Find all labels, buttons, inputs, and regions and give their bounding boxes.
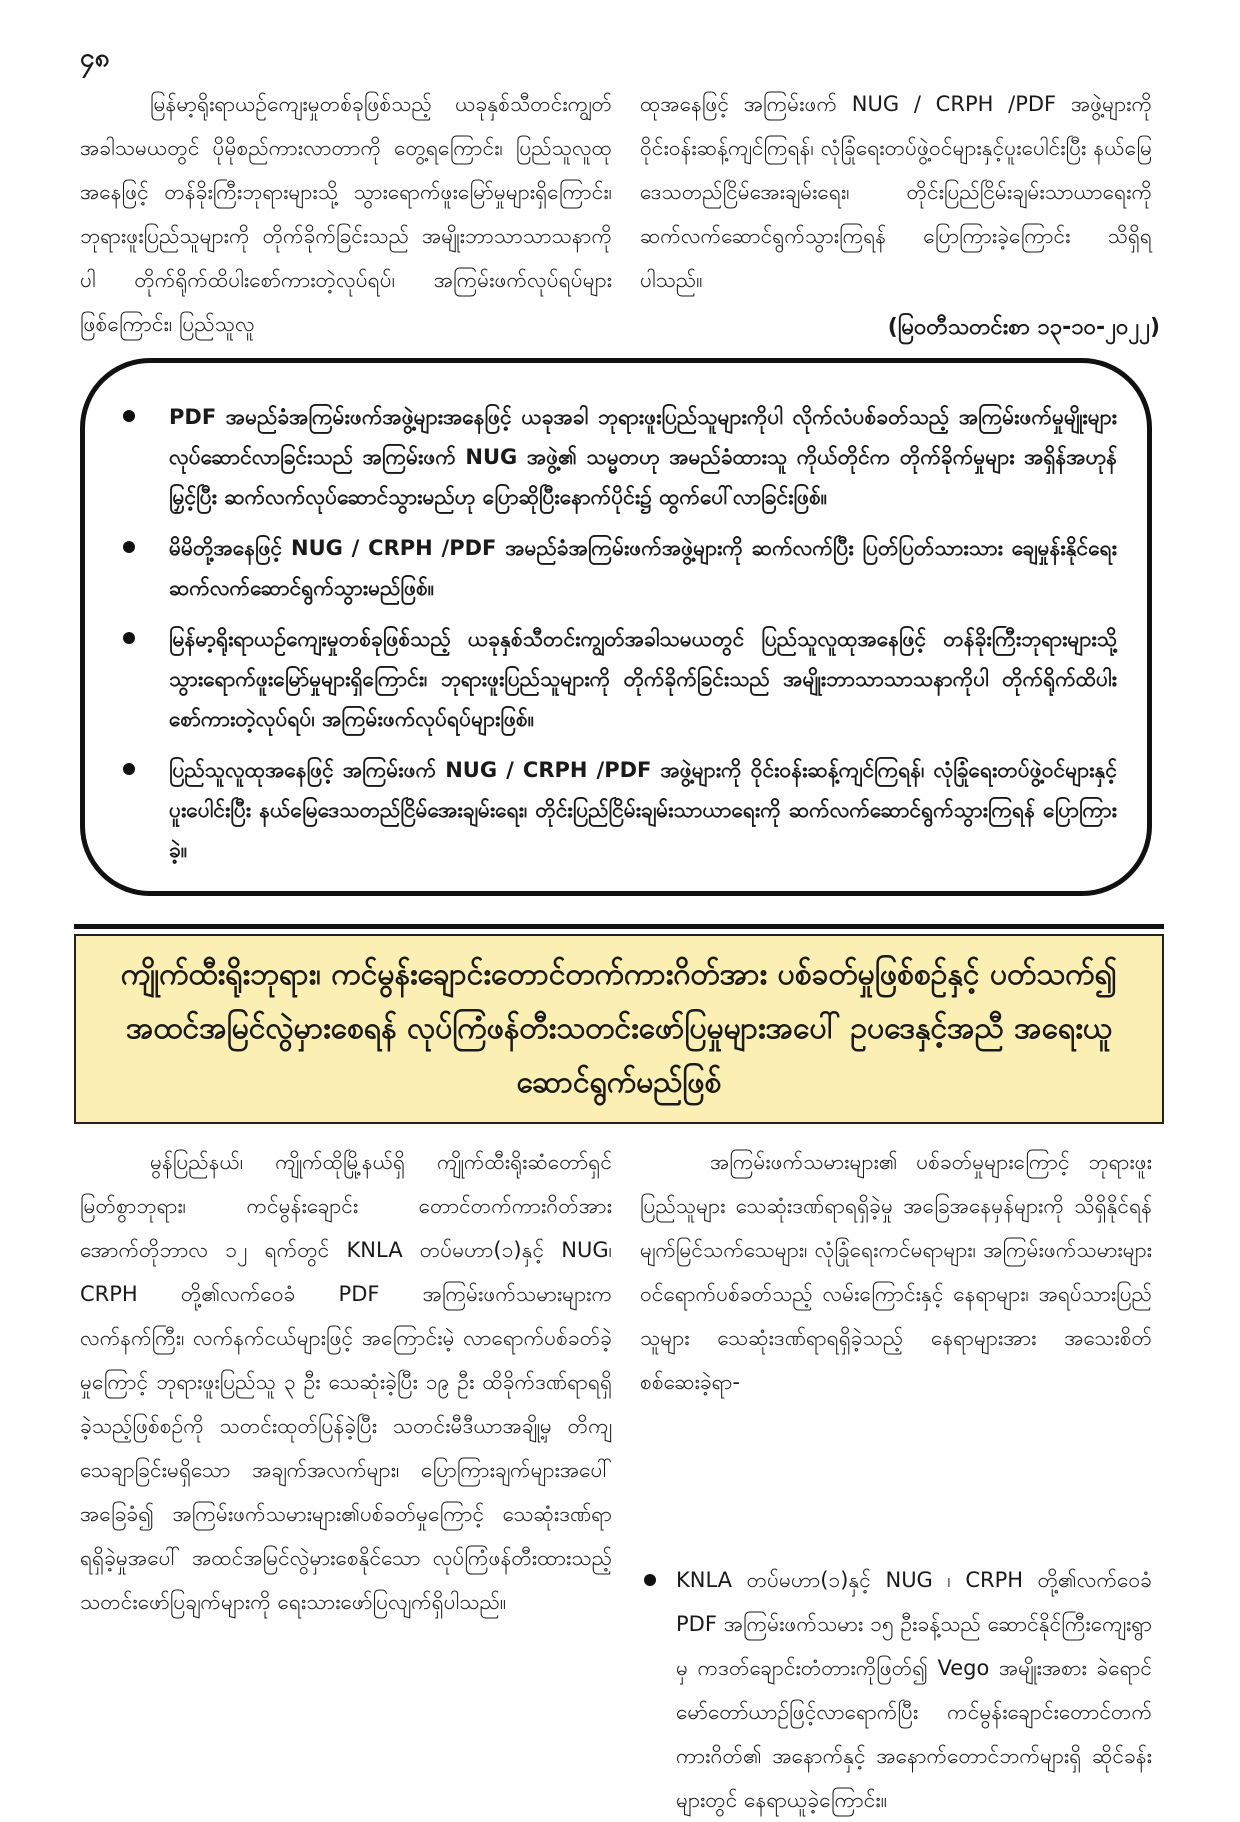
article-column-left-top (80, 82, 612, 346)
summary-item-text: ပြည်သူလူထုအနေဖြင့် အကြမ်းဖက် NUG / CRPH /PDF အဖွဲ့များကို ဝိုင်းဝန်းဆန့်ကျင်ကြရန်၊ လုံခြုံရေးတပ်ဖွဲ့ဝင်များနှင့်ပူးပေါင်းပြီး နယ်မြေဒေသတည်ငြိမ်အေးချမ်းရေး၊ တိုင်းပြည်ငြိမ်းချမ်းသာယာရေးကို ဆက်လက်ဆောင်ရွက်သွားကြရန် ပြောကြားခဲ့။ (169, 758, 1117, 862)
article-column-right-bottom (640, 1140, 1152, 1404)
source-citation: (မြဝတီသတင်းစာ ၁၃-၁၀-၂၀၂၂) (887, 315, 1160, 340)
article-paragraph: အကြမ်းဖက်သမားများ၏ ပစ်ခတ်မှုများကြောင့် ဘုရားဖူးပြည်သူများ သေဆုံးဒဏ်ရာရရှိခဲ့မှု အခြေအနေမှန်များကို သိရှိနိုင်ရန် မျက်မြင်သက်သေများ၊ လုံခြုံရေးကင်မရာများ၊ အကြမ်းဖက်သမားများ ဝင်ရောက်ပစ်ခတ်သည့် လမ်းကြောင်းနှင့် နေရာများ၊ အရပ်သားပြည်သူများ သေဆုံးဒဏ်ရာရရှိခဲ့သည့် နေရာများအား အသေးစိတ် စစ်ဆေးခဲ့ရာ- (640, 1150, 1152, 1394)
summary-box (80, 358, 1152, 896)
bullet-icon (644, 1574, 656, 1586)
summary-list (119, 397, 1117, 881)
article-bullet-text: KNLA တပ်မဟာ(၁)နှင့် NUG ၊ CRPH တို့၏လက်ဝေခံ PDF အကြမ်းဖက်သမား ၁၅ ဦးခန့်သည် ဆောင်နိုင်ကြီးကျေးရွာမှ ကဒတ်ချောင်းတံတားကိုဖြတ်၍ Vego အမျိုးအစား ခဲရောင်မော်တော်ယာဉ်ဖြင့်လာရောက်ပြီး ကင်မွန်းချောင်းတောင်တက်ကားဂိတ်၏ အနောက်နှင့် အနောက်တောင်ဘက်များရှိ ဆိုင်ခန်းများတွင် နေရာယူခဲ့ကြောင်း။ (676, 1568, 1152, 1812)
article-bullet-list (640, 1558, 1152, 1822)
bullet-icon (123, 410, 135, 422)
bullet-icon (123, 632, 135, 644)
summary-item (119, 397, 1117, 517)
article-bullet-item (640, 1558, 1152, 1822)
article-paragraph: မွန်ပြည်နယ်၊ ကျိုက်ထိုမြို့နယ်ရှိ ကျိုက်ထီးရိုးဆံတော်ရှင်မြတ်စွာဘုရား၊ ကင်မွန်းချောင်း တောင်တက်ကားဂိတ်အား အောက်တိုဘာလ ၁၂ ရက်တွင် KNLA တပ်မဟာ(၁)နှင့် NUG၊ CRPH တို့၏လက်ဝေခံ PDF အကြမ်းဖက်သမားများက လက်နက်ကြီး၊ လက်နက်ငယ်များဖြင့် အကြောင်းမဲ့ လာရောက်ပစ်ခတ်ခဲ့မှုကြောင့် ဘုရားဖူးပြည်သူ ၃ ဦး သေဆုံးခဲ့ပြီး ၁၉ ဦး ထိခိုက်ဒဏ်ရာရရှိခဲ့သည့်ဖြစ်စဉ်ကို သတင်းထုတ်ပြန်ခဲ့ပြီး သတင်းမီဒီယာအချို့မှ တိကျသေချာခြင်းမရှိသော အချက်အလက်များ၊ ပြောကြားချက်များအပေါ် အခြေခံ၍ အကြမ်းဖက်သမားများ၏ပစ်ခတ်မှုကြောင့် သေဆုံးဒဏ်ရာရရှိခဲ့မှုအပေါ် အထင်အမြင်လွဲမှားစေနိုင်သော လုပ်ကြံဖန်တီးထားသည့် သတင်းဖော်ပြချက်များကို ရေးသားဖော်ပြလျက်ရှိပါသည်။ (80, 1150, 612, 1614)
summary-item (119, 619, 1117, 739)
summary-item-text: PDF အမည်ခံအကြမ်းဖက်အဖွဲ့များအနေဖြင့် ယခုအခါ ဘုရားဖူးပြည်သူများကိုပါ လိုက်လံပစ်ခတ်သည့် အကြမ်းဖက်မှုမျိုးများလုပ်ဆောင်လာခြင်းသည် အကြမ်းဖက် NUG အဖွဲ့၏ သမ္မတဟု အမည်ခံထားသူ ကိုယ်တိုင်က တိုက်ခိုက်မှုများ အရှိန်အဟုန်မြှင့်ပြီး ဆက်လက်လုပ်ဆောင်သွားမည်ဟု ပြောဆိုပြီးနောက်ပိုင်း၌ ထွက်ပေါ်လာခြင်းဖြစ်။ (169, 405, 1117, 509)
summary-item (119, 750, 1117, 870)
summary-item-text: မြန်မာ့ရိုးရာယဉ်ကျေးမှုတစ်ခုဖြစ်သည့် ယခုနှစ်သီတင်းကျွတ်အခါသမယတွင် ပြည်သူလူထုအနေဖြင့် တန်ခိုးကြီးဘုရားများသို့ သွားရောက်ဖူးမြော်မှုများရှိကြောင်း၊ ဘုရားဖူးပြည်သူများကို တိုက်ခိုက်ခြင်းသည် အမျိုးဘာသာသာသနာကိုပါ တိုက်ရိုက်ထိပါးစော်ကားတဲ့လုပ်ရပ်၊ အကြမ်းဖက်လုပ်ရပ်များဖြစ်။ (169, 627, 1117, 731)
section-divider (74, 924, 1164, 929)
article-column-left-bottom (80, 1140, 612, 1624)
article-paragraph: မြန်မာ့ရိုးရာယဉ်ကျေးမှုတစ်ခုဖြစ်သည့် ယခုနှစ်သီတင်းကျွတ်အခါသမယတွင် ပိုမိုစည်ကားလာတာကို တွေ့ရကြောင်း၊ ပြည်သူလူထုအနေဖြင့် တန်ခိုးကြီးဘုရားများသို့ သွားရောက်ဖူးမြော်မှုများရှိကြောင်း၊ ဘုရားဖူးပြည်သူများကို တိုက်ခိုက်ခြင်းသည် အမျိုးဘာသာသာသနာကိုပါ တိုက်ရိုက်ထိပါးစော်ကားတဲ့လုပ်ရပ်၊ အကြမ်းဖက်လုပ်ရပ်များဖြစ်ကြောင်း၊ ပြည်သူလူ (80, 92, 612, 336)
headline-box (74, 934, 1164, 1124)
bullet-icon (123, 763, 135, 775)
article-column-right-top (640, 82, 1152, 302)
headline: ကျိုက်ထီးရိုးဘုရား၊ ကင်မွန်းချောင်းတောင်တက်ကားဂိတ်အား ပစ်ခတ်မှုဖြစ်စဉ်နှင့် ပတ်သက်၍ အထင်အမြင်လွဲမှားစေရန် လုပ်ကြံဖန်တီးသတင်းဖော်ပြမှုများအပေါ် ဥပဒေနှင့်အညီ အရေးယူဆောင်ရွက်မည်ဖြစ် (120, 957, 1118, 1100)
summary-item-text: မိမိတို့အနေဖြင့် NUG / CRPH /PDF အမည်ခံအကြမ်းဖက်အဖွဲ့များကို ဆက်လက်ပြီး ပြတ်ပြတ်သားသား ချေမှုန်းနိုင်ရေး ဆက်လက်ဆောင်ရွက်သွားမည်ဖြစ်။ (169, 536, 1117, 600)
page-number: ၄၈ (80, 43, 110, 73)
bullet-icon (123, 541, 135, 553)
summary-item (119, 528, 1117, 608)
article-paragraph: ထုအနေဖြင့် အကြမ်းဖက် NUG / CRPH /PDF အဖွဲ့များကို ဝိုင်းဝန်းဆန့်ကျင်ကြရန်၊ လုံခြုံရေးတပ်ဖွဲ့ဝင်များနှင့်ပူးပေါင်းပြီး နယ်မြေဒေသတည်ငြိမ်အေးချမ်းရေး၊ တိုင်းပြည်ငြိမ်းချမ်းသာယာရေးကို ဆက်လက်ဆောင်ရွက်သွားကြရန် ပြောကြားခဲ့ကြောင်း သိရှိရပါသည်။ (640, 92, 1152, 292)
